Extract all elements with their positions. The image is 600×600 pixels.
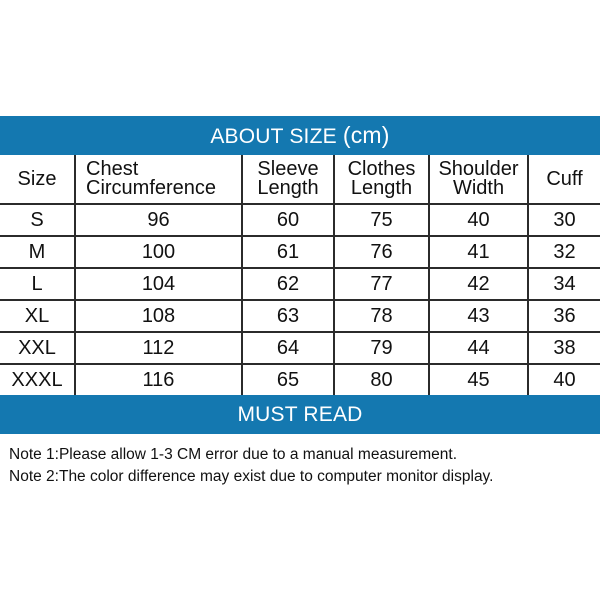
- note-1: Note 1:Please allow 1-3 CM error due to a manual measurement.: [9, 446, 457, 463]
- header-chest-line1: Chest: [86, 158, 139, 180]
- must-read-text: MUST READ: [237, 403, 363, 426]
- header-sleeve: [242, 155, 334, 204]
- cell-cuff: 36: [528, 300, 600, 332]
- header-cuff-label: Cuff: [546, 167, 583, 190]
- cell-cuff: 32: [528, 236, 600, 268]
- cell-cuff: 34: [528, 268, 600, 300]
- cell-sleeve: 63: [242, 300, 334, 332]
- cell-shoulder: 45: [429, 364, 528, 395]
- cell-size: S: [0, 204, 75, 236]
- cell-size: XXL: [0, 332, 75, 364]
- table-row: [0, 236, 600, 268]
- header-size-label: Size: [17, 167, 57, 190]
- title-text: ABOUT SIZE: [210, 125, 337, 148]
- cell-clothes: 78: [334, 300, 429, 332]
- cell-chest: 112: [75, 332, 242, 364]
- cell-chest: 100: [75, 236, 242, 268]
- cell-size: L: [0, 268, 75, 300]
- title-banner: [0, 116, 600, 155]
- cell-sleeve: 65: [242, 364, 334, 395]
- table-row: [0, 204, 600, 236]
- cell-sleeve: 64: [242, 332, 334, 364]
- header-sleeve-line2: Length: [257, 177, 319, 199]
- size-chart: [0, 116, 600, 488]
- cell-sleeve: 61: [242, 236, 334, 268]
- table-row: [0, 268, 600, 300]
- header-clothes-line1: Clothes: [347, 158, 416, 180]
- header-chest-line2: Circumference: [86, 177, 217, 199]
- size-table: [0, 155, 600, 395]
- cell-shoulder: 44: [429, 332, 528, 364]
- header-cuff: [528, 155, 600, 204]
- header-row: [0, 155, 600, 204]
- cell-clothes: 75: [334, 204, 429, 236]
- cell-size: XXXL: [0, 364, 75, 395]
- cell-chest: 116: [75, 364, 242, 395]
- note-2: Note 2:The color difference may exist due to computer monitor display.: [9, 468, 494, 485]
- title-unit: (cm): [342, 122, 390, 148]
- cell-cuff: 38: [528, 332, 600, 364]
- header-size: [0, 155, 75, 204]
- cell-chest: 104: [75, 268, 242, 300]
- cell-clothes: 79: [334, 332, 429, 364]
- cell-clothes: 76: [334, 236, 429, 268]
- cell-size: XL: [0, 300, 75, 332]
- header-shoulder-line1: Shoulder: [438, 158, 519, 180]
- table-row: [0, 300, 600, 332]
- must-read-banner: [0, 395, 600, 434]
- cell-size: M: [0, 236, 75, 268]
- header-clothes: [334, 155, 429, 204]
- cell-sleeve: 60: [242, 204, 334, 236]
- table-row: [0, 364, 600, 395]
- cell-chest: 96: [75, 204, 242, 236]
- header-shoulder: [429, 155, 528, 204]
- cell-shoulder: 43: [429, 300, 528, 332]
- header-clothes-line2: Length: [350, 177, 413, 199]
- table-row: [0, 332, 600, 364]
- cell-cuff: 40: [528, 364, 600, 395]
- cell-clothes: 77: [334, 268, 429, 300]
- cell-clothes: 80: [334, 364, 429, 395]
- cell-shoulder: 40: [429, 204, 528, 236]
- size-rows: [0, 204, 600, 395]
- cell-shoulder: 42: [429, 268, 528, 300]
- cell-sleeve: 62: [242, 268, 334, 300]
- cell-shoulder: 41: [429, 236, 528, 268]
- cell-cuff: 30: [528, 204, 600, 236]
- notes: [0, 444, 600, 488]
- header-chest: [75, 155, 242, 204]
- cell-chest: 108: [75, 300, 242, 332]
- header-sleeve-line1: Sleeve: [257, 158, 319, 180]
- header-shoulder-line2: Width: [452, 177, 505, 199]
